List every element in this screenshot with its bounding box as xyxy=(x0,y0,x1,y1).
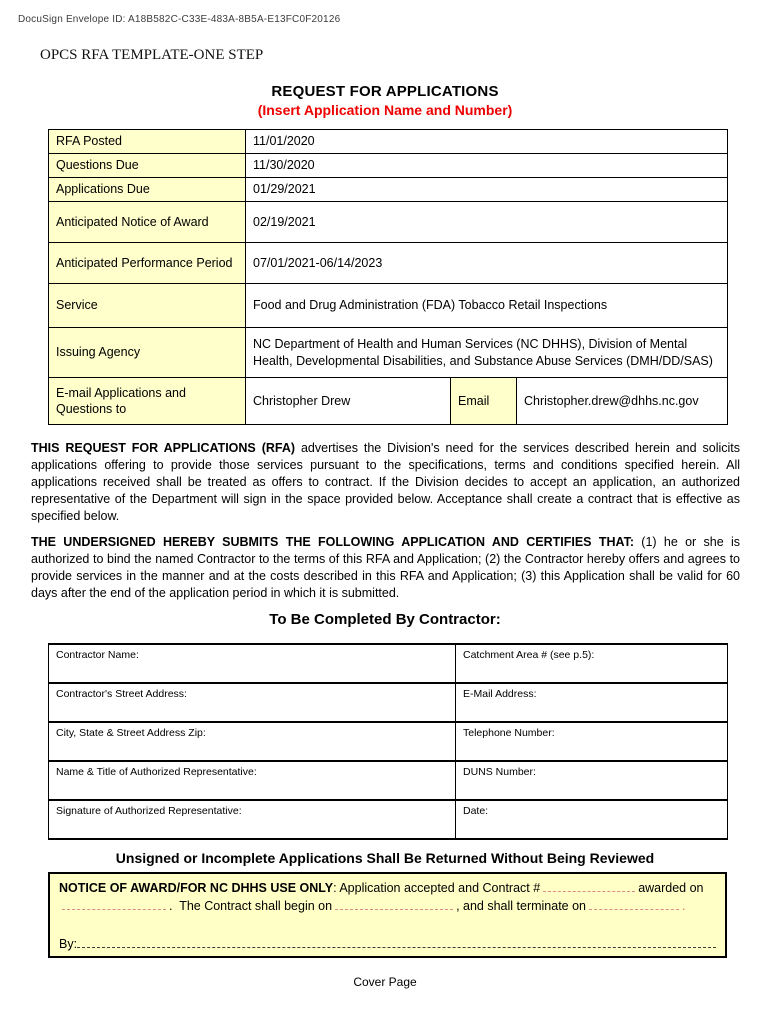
table-row xyxy=(49,683,728,722)
table-row xyxy=(49,644,728,683)
table-row xyxy=(49,378,728,425)
issuing-agency-label: Issuing Agency xyxy=(49,328,246,378)
rfa-summary-table xyxy=(48,129,728,425)
service-value: Food and Drug Administration (FDA) Tobacco Retail Inspections xyxy=(246,284,728,328)
email-address-field: E-Mail Address: xyxy=(456,683,728,722)
terminate-date-blank xyxy=(589,898,679,910)
issuing-agency-value: NC Department of Health and Human Services (NC DHHS), Division of Mental Health, Developmental Disabilities, and Substance Abuse Services (DMH/DD/SAS) xyxy=(246,328,728,378)
questions-due-label: Questions Due xyxy=(49,154,246,178)
table-row xyxy=(49,202,728,243)
page-subtitle: (Insert Application Name and Number) xyxy=(257,102,513,118)
table-row xyxy=(49,243,728,284)
notice-of-award-box xyxy=(48,872,727,958)
duns-number-field: DUNS Number: xyxy=(456,761,728,800)
by-signature-line xyxy=(59,935,716,953)
email-value: Christopher.drew@dhhs.nc.gov xyxy=(517,378,728,425)
performance-period-label: Anticipated Performance Period xyxy=(49,243,246,284)
catchment-area-field: Catchment Area # (see p.5): xyxy=(456,644,728,683)
table-row xyxy=(49,178,728,202)
service-label: Service xyxy=(49,284,246,328)
table-row xyxy=(49,800,728,839)
notice-of-award-label: Anticipated Notice of Award xyxy=(49,202,246,243)
table-row xyxy=(49,761,728,800)
table-row xyxy=(49,722,728,761)
date-field: Date: xyxy=(456,800,728,839)
template-label: OPCS RFA TEMPLATE-ONE STEP xyxy=(40,47,264,63)
performance-period-value: 07/01/2021-06/14/2023 xyxy=(246,243,728,284)
telephone-field: Telephone Number: xyxy=(456,722,728,761)
by-label: By: xyxy=(59,937,78,952)
paragraph-body: advertises the Division's need for the services described herein and solicits applications offering to provide those services pursuant to the specifications, terms and conditions specified herein. All applications received shall be treated as offers to contract. If the Division decides to accept an application, an authorized representative of the Department will sign in the space provided below. Acceptance shall create a contract that is effective as specified below. xyxy=(31,441,741,523)
applications-due-label: Applications Due xyxy=(49,178,246,202)
notice-of-award-value: 02/19/2021 xyxy=(246,202,728,243)
email-applications-label: E-mail Applications and Questions to xyxy=(49,378,246,425)
page-footer: Cover Page xyxy=(353,975,417,990)
email-label: Email xyxy=(451,378,517,425)
rfa-description-paragraph xyxy=(31,440,740,525)
rfa-posted-label: RFA Posted xyxy=(49,130,246,154)
table-row xyxy=(49,154,728,178)
signature-blank xyxy=(77,935,716,948)
table-row xyxy=(49,284,728,328)
contract-number-blank xyxy=(543,880,635,892)
begin-date-blank xyxy=(335,898,453,910)
notice-segment: . xyxy=(682,899,686,914)
notice-segment: . The Contract shall begin on xyxy=(169,899,333,914)
unsigned-warning-heading: Unsigned or Incomplete Applications Shall Be Returned Without Being Reviewed xyxy=(115,850,655,866)
street-address-field: Contractor's Street Address: xyxy=(49,683,456,722)
contractor-info-table xyxy=(48,643,728,840)
contractor-section-heading: To Be Completed By Contractor: xyxy=(269,611,501,628)
applications-due-value: 01/29/2021 xyxy=(246,178,728,202)
rfa-posted-value: 11/01/2020 xyxy=(246,130,728,154)
paragraph-body: (1) he or she is authorized to bind the named Contractor to the terms of this RFA and Application; (2) the Contractor hereby offers and agrees to provide services in the manner and at the costs described in this RFA and Application; (3) this Application shall be valid for 60 days after the end of the application period in which it is submitted. xyxy=(31,535,740,600)
notice-text xyxy=(59,879,716,915)
contact-name: Christopher Drew xyxy=(246,378,451,425)
docusign-envelope-id: DocuSign Envelope ID: A18B582C-C33E-483A-8B5A-E13FC0F20126 xyxy=(18,14,341,25)
table-row xyxy=(49,328,728,378)
notice-bold-label: NOTICE OF AWARD/FOR NC DHHS USE ONLY xyxy=(59,881,334,895)
table-row xyxy=(49,130,728,154)
contractor-name-field: Contractor Name: xyxy=(49,644,456,683)
representative-name-field: Name & Title of Authorized Representative: xyxy=(49,761,456,800)
certification-paragraph xyxy=(31,534,740,602)
notice-segment: awarded on xyxy=(638,881,704,895)
paragraph-bold-lead: THE UNDERSIGNED HEREBY SUBMITS THE FOLLOWING APPLICATION AND CERTIFIES THAT: xyxy=(31,535,634,549)
signature-field: Signature of Authorized Representative: xyxy=(49,800,456,839)
city-state-zip-field: City, State & Street Address Zip: xyxy=(49,722,456,761)
page-title: REQUEST FOR APPLICATIONS xyxy=(271,83,499,100)
paragraph-bold-lead: THIS REQUEST FOR APPLICATIONS (RFA) xyxy=(31,441,296,455)
notice-segment: , and shall terminate on xyxy=(456,899,587,914)
award-date-blank xyxy=(62,898,166,910)
questions-due-value: 11/30/2020 xyxy=(246,154,728,178)
notice-segment: : Application accepted and Contract # xyxy=(333,881,541,895)
